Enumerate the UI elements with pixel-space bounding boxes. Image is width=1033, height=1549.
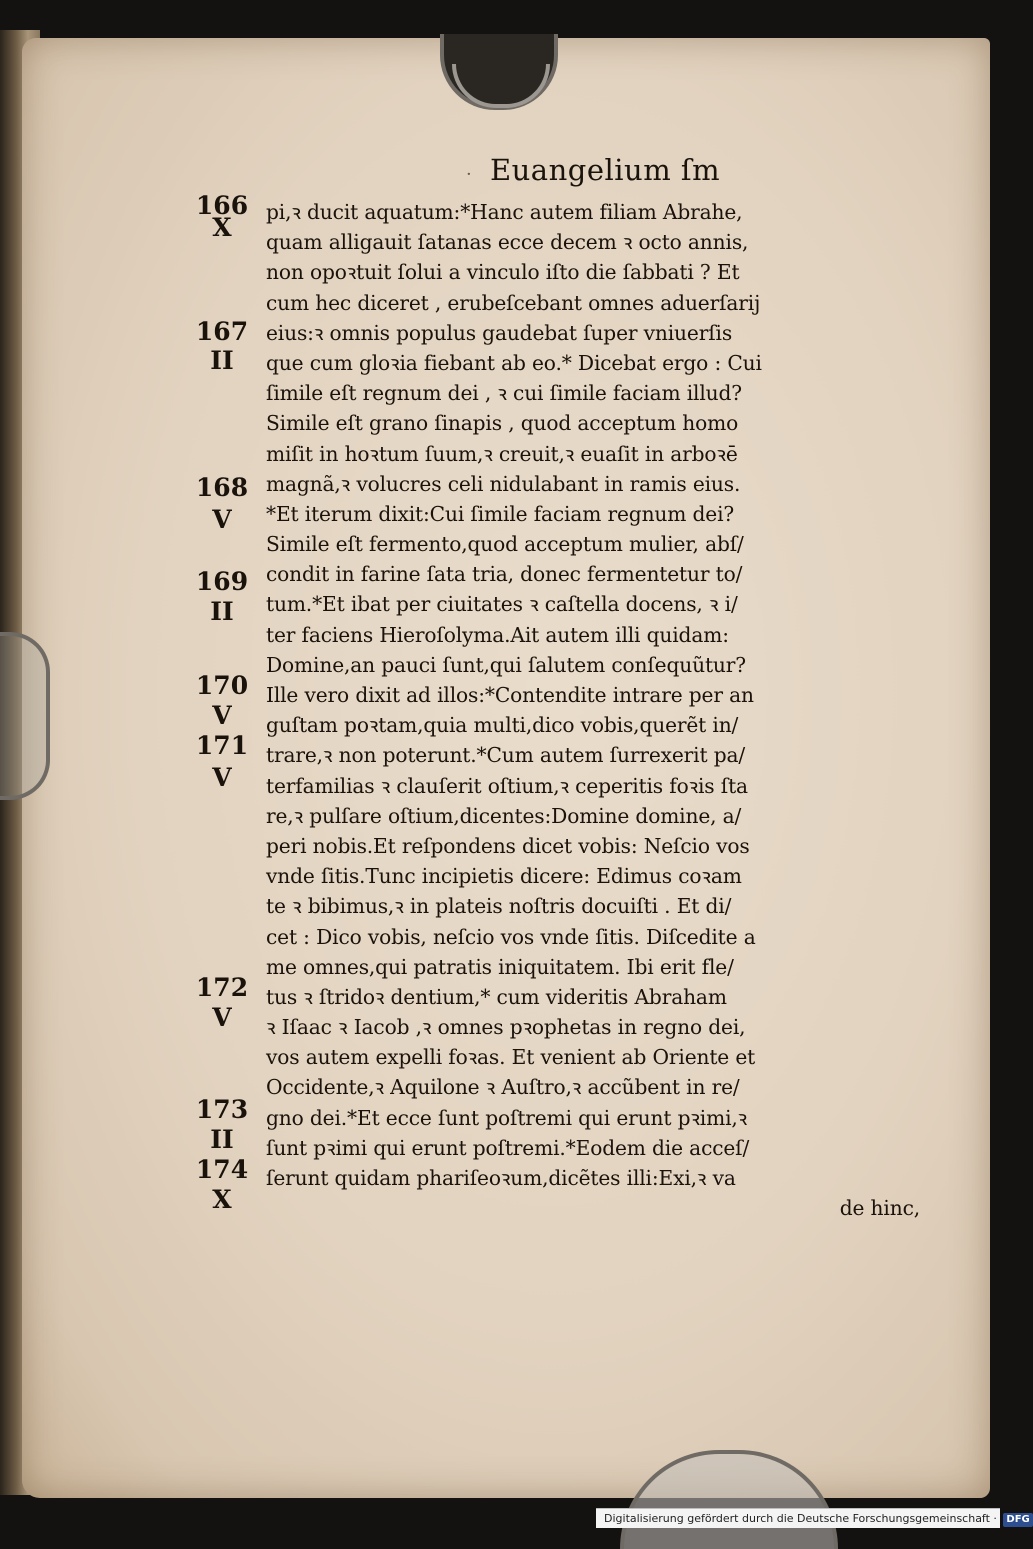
text-line: ſerunt quidam phariſeoꝛum,dicẽtes illi:Exi,ꝛ va [266, 1166, 736, 1190]
text-line: cum hec diceret , erubeſcebant omnes aduerſarij [266, 290, 761, 315]
text-line: ꝛ Iſaac ꝛ Iacob ,ꝛ omnes pꝛophetas in regno dei, [266, 1015, 746, 1040]
clasp-left [0, 632, 50, 800]
text-line: miſit in hoꝛtum ſuum,ꝛ creuit,ꝛ euaſit in arboꝛē [266, 441, 738, 466]
text-line: pi,ꝛ ducit aquatum:*Hanc autem filiam Abrahe, [266, 200, 743, 224]
marker-number: 173 [195, 1095, 249, 1124]
marker-letter: V [212, 505, 232, 534]
text-line: Domine,an pauci ſunt,qui ſalutem conſequũtur? [266, 652, 746, 677]
text-line: guſtam poꝛtam,quia multi,dico vobis,querẽt in/ [266, 713, 739, 738]
clasp-bottom [620, 1450, 838, 1549]
text-line: te ꝛ bibimus,ꝛ in plateis noſtris docuiſti . Et di/ [266, 894, 732, 919]
marker-letter: X [212, 213, 232, 242]
text-line: non opoꝛtuit ſolui a vinculo iſto die ſabbati ? Et [266, 260, 740, 285]
text-line: ſunt pꝛimi qui erunt poſtremi.*Eodem die acceſ/ [266, 1135, 750, 1160]
marker-number: 171 [195, 731, 249, 760]
marker-letter: II [210, 597, 234, 626]
text-line: *Et iterum dixit:Cui ſimile faciam regnum dei? [266, 501, 735, 526]
marker-letter: V [212, 1003, 232, 1032]
text-line: ter faciens Hieroſolyma.Ait autem illi quidam: [266, 622, 729, 647]
marker-letter: V [212, 701, 232, 730]
text-column [266, 197, 930, 1223]
text-line: terfamilias ꝛ clauſerit oſtium,ꝛ ceperitis foꝛis ſta [266, 773, 748, 798]
text-line: ſimile eſt regnum dei , ꝛ cui ſimile faciam illud? [266, 381, 742, 406]
text-line: eius:ꝛ omnis populus gaudebat ſuper vniuerſis [266, 320, 733, 345]
text-line: peri nobis.Et reſpondens dicet vobis: Neſcio vos [266, 833, 750, 858]
marker-number: 169 [195, 567, 249, 596]
credit-text: Digitalisierung gefördert durch die Deutsche Forschungsgemeinschaft · [604, 1512, 997, 1525]
text-line: cet : Dico vobis, neſcio vos vnde ſitis. Diſcedite a [266, 924, 756, 949]
text-line: tum.*Et ibat per ciuitates ꝛ caſtella docens, ꝛ i/ [266, 592, 738, 617]
text-line: Simile eſt grano ſinapis , quod acceptum homo [266, 411, 739, 436]
text-line: gno dei.*Et ecce ſunt poſtremi qui erunt pꝛimi,ꝛ [266, 1105, 748, 1130]
text-line: Simile eſt fermento,quod acceptum mulier, abſ/ [266, 532, 744, 557]
digitization-credit [596, 1508, 1030, 1528]
marker-letter: II [210, 1125, 234, 1154]
marker-number: 174 [195, 1155, 249, 1184]
marker-letter: II [210, 346, 234, 375]
text-line: condit in farine ſata tria, donec fermentetur to/ [266, 562, 743, 587]
running-head-text: Euangelium ſm [489, 153, 721, 187]
text-line: vos autem expelli foꝛas. Et venient ab Oriente et [266, 1045, 756, 1070]
marker-number: 166 [195, 191, 249, 220]
text-line: quam alligauit ſatanas ecce decem ꝛ octo annis, [266, 230, 749, 255]
marker-number: 170 [195, 671, 249, 700]
marker-number: 167 [195, 317, 249, 346]
marker-letter: X [212, 1185, 232, 1214]
text-line: trare,ꝛ non poterunt.*Cum autem ſurrexerit pa/ [266, 743, 745, 768]
text-line: que cum gloꝛia fiebant ab eo.* Dicebat ergo : Cui [266, 350, 762, 375]
marker-number: 168 [195, 473, 249, 502]
dfg-logo: DFG [1003, 1513, 1032, 1527]
text-line: re,ꝛ pulſare oſtium,dicentes:Domine domine, a/ [266, 803, 742, 828]
text-line: magnã,ꝛ volucres celi nidulabant in ramis eius. [266, 471, 741, 496]
text-line: Occidente,ꝛ Aquilone ꝛ Auſtro,ꝛ accũbent in re/ [266, 1075, 740, 1100]
head-mark: · [466, 164, 473, 185]
text-line: Ille vero dixit ad illos:*Contendite intrare per an [266, 683, 754, 707]
running-head [458, 153, 720, 189]
text-line: me omnes,qui patratis iniquitatem. Ibi erit fle/ [266, 954, 734, 979]
text-line: tus ꝛ ſtridoꝛ dentium,* cum videritis Abraham [266, 984, 727, 1009]
text-line: vnde ſitis.Tunc incipietis dicere: Edimus coꝛam [266, 864, 742, 889]
catchword: de hinc, [839, 1196, 920, 1221]
marker-letter: V [212, 763, 232, 792]
marker-number: 172 [195, 973, 249, 1002]
